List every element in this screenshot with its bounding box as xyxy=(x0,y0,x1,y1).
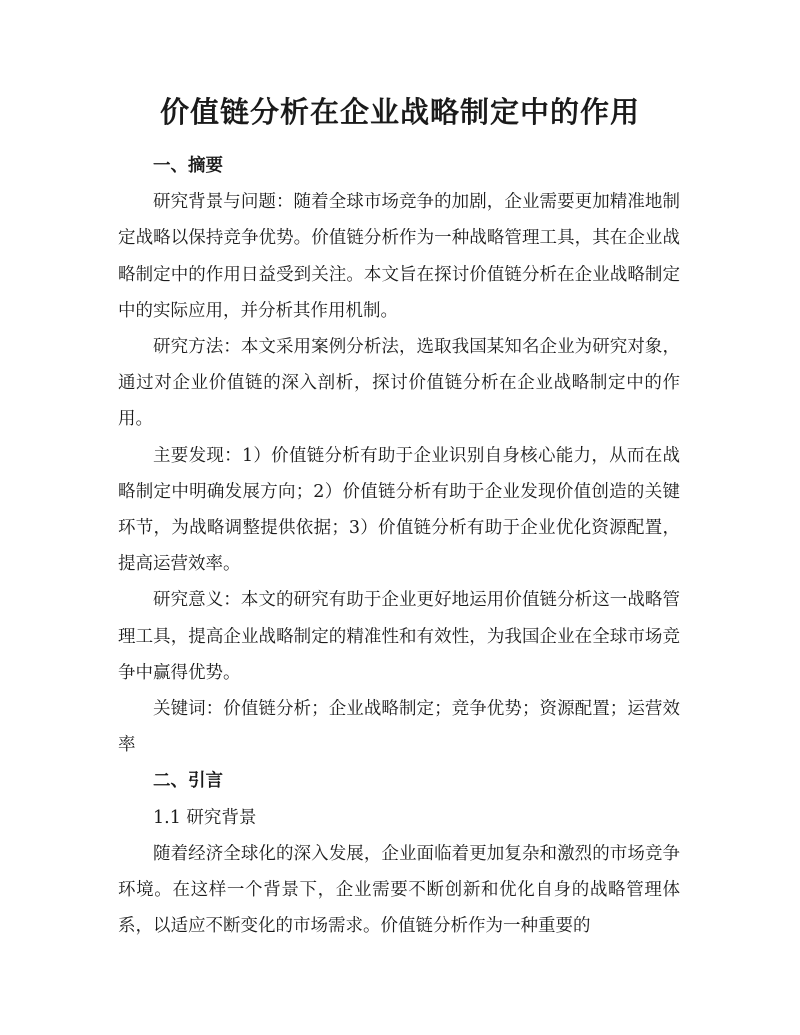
section-heading-introduction: 二、引言 xyxy=(153,771,223,792)
section-heading-abstract: 一、摘要 xyxy=(153,156,223,176)
abstract-background-paragraph: 研究背景与问题：随着全球市场竞争的加剧，企业需要更加精准地制定战略以保持竞争优势。价值链分析作为一种战略管理工具，其在企业战略制定中的作用日益受到关注。本文旨在探讨价值链分析在企业战略制定中的实际应用，并分析其作用机制。 xyxy=(118,192,680,321)
abstract-significance-paragraph: 研究意义：本文的研究有助于企业更好地运用价值链分析这一战略管理工具，提高企业战略制定的精准性和有效性，为我国企业在全球市场竞争中赢得优势。 xyxy=(118,590,680,683)
abstract-keywords-paragraph: 关键词：价值链分析；企业战略制定；竞争优势；资源配置；运营效率 xyxy=(118,699,680,756)
document-body xyxy=(118,148,680,944)
subsection-heading-background: 1.1 研究背景 xyxy=(153,807,257,828)
introduction-paragraph: 随着经济全球化的深入发展，企业面临着更加复杂和激烈的市场竞争环境。在这样一个背景下，企业需要不断创新和优化自身的战略管理体系，以适应不断变化的市场需求。价值链分析作为一种重要的 xyxy=(118,843,680,937)
abstract-findings-paragraph: 主要发现：1）价值链分析有助于企业识别自身核心能力，从而在战略制定中明确发展方向；2）价值链分析有助于企业发现价值创造的关键环节，为战略调整提供依据；3）价值链分析有助于企业优化资源配置，提高运营效率。 xyxy=(118,445,680,575)
abstract-method-paragraph: 研究方法：本文采用案例分析法，选取我国某知名企业为研究对象，通过对企业价值链的深入剖析，探讨价值链分析在企业战略制定中的作用。 xyxy=(118,337,680,430)
document-title: 价值链分析在企业战略制定中的作用 xyxy=(159,95,640,129)
